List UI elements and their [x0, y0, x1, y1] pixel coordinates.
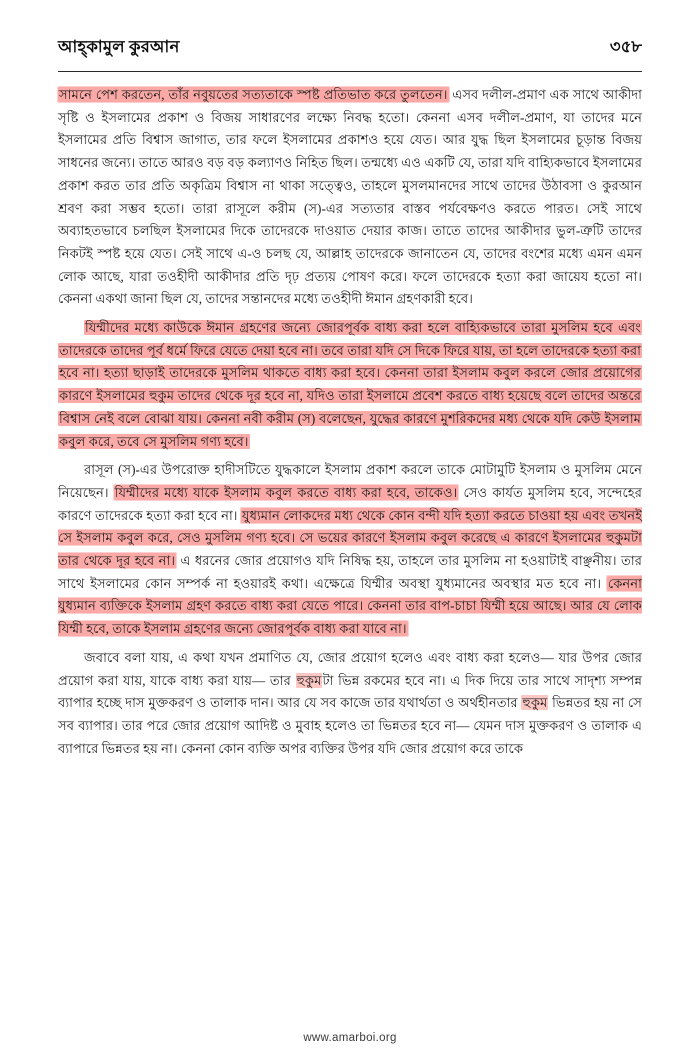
text-segment: সেও কার্যত মুসলিম হবে, সন্দেহের কারণে তাদেরকে হত্যা করা হবে না।	[58, 484, 642, 523]
highlight-segment: যুধ্যমান লোকদের মধ্য থেকে কোন বন্দী যদি হত্যা করতে চাওয়া হয় এবং তখনই সে ইসলাম কবুল করে, সেও মুসলিম গণ্য হবে। সে ভয়ের কারণে ইসলাম কবুল করেছে এ কারণে ইসলামের হুকুমটা তার থেকে দূর হবে না।	[58, 507, 642, 569]
body-text-column	[58, 84, 642, 760]
text-segment: টা ভিন্ন রকমের হবে না। এ দিক দিয়ে তার সাথে সাদৃশ্য সম্পন্ন ব্যাপার হচ্ছে দাস মুক্তকরণ ও তালাক দান। আর যে সব কাজে তার যথার্থতা ও অর্থহীনতার	[58, 672, 642, 711]
paragraph-4	[58, 647, 642, 761]
highlight-segment: হুকুম	[522, 695, 548, 711]
text-segment: জবাবে বলা যায়, এ কথা যখন প্রমাণিত যে, জোর প্রয়োগ হলেও এবং বাধ্য করা হলেও— যার উপর জোর প্রয়োগ করা যায়, যাকে বাধ্য করা যায়— তার	[58, 649, 642, 688]
highlight-segment: হুকুম	[296, 672, 322, 688]
paragraph-2	[58, 317, 642, 453]
highlight-segment: কেননা যুধ্যমান ব্যক্তিকে ইসলাম গ্রহণ করতে বাধ্য করা যেতে পারে। কেননা তার বাপ-চাচা যিম্মী হয়ে আছে। আর যে লোক যিম্মী হবে, তাকে ইসলাম গ্রহণের জন্যে জোরপূর্বক বাধ্য করা যাবে না।	[58, 575, 642, 637]
header-divider	[58, 71, 642, 72]
paragraph-1	[58, 84, 642, 311]
text-segment: এ ধরনের জোর প্রয়োগও যদি নিষিদ্ধ হয়, তাহলে তার মুসলিম না হওয়াটাই বাঞ্ছনীয়। তার সাথে ইসলামের কোন সম্পর্ক না হওয়ারই কথা। এক্ষেত্রে যিম্মীর অবস্থা যুধ্যমানের অবস্থার মত হবে না।	[58, 553, 642, 591]
highlight-segment: যিম্মীদের মধ্যে কাউকে ঈমান গ্রহণের জন্যে জোরপূর্বক বাধ্য করা হলে বাহ্যিকভাবে তারা মুসলিম হবে এবং তাদেরকে তাদের পূর্ব ধর্মে ফিরে যেতে দেয়া হবে না। তবে তারা যদি সে দিকে ফিরে যায়, তা হলে তাদেরকে হত্যা করা হবে না। হত্যা ছাড়াই তাদেরকে মুসলিম থাকতে বাধ্য করা হবে। কেননা তারা ইসলাম কবুল করলে জোর প্রয়োগের কারণে ইসলামের হুকুম তাদের থেকে দূর হবে না, যদিও তারা ইসলামে প্রবেশ করতে বাধ্য হয়েছে বলে তাদের অন্তরে বিশ্বাস নেই বলে বোঝা যায়। কেননা নবী করীম (স) বলেছেন, যুদ্ধের কারণে মুশরিকদের মধ্য থেকে যদি কেউ ইসলাম কবুল করে, তবে সে মুসলিম গণ্য হবে।	[59, 320, 641, 449]
book-title: আহ্কামুল কুরআন	[58, 37, 180, 56]
text-segment: রাসূল (স)-এর উপরোক্ত হাদীসটিতে যুদ্ধকালে ইসলাম প্রকাশ করলে তাকে মোটামুটি ইসলাম ও মুসলিম মেনে নিয়েছেন।	[58, 462, 642, 500]
page-number: ৩৫৮	[609, 37, 642, 56]
text-segment: এসব দলীল-প্রমাণ এক সাথে আকীদা সৃষ্টি ও ইসলামের প্রকাশ ও বিজয় সাধারণের লক্ষ্যে নিবদ্ধ হতো। কেননা এসব দলীল-প্রমাণ, যা তাদের মনে ইসলামের প্রতি বিশ্বাস জাগাত, তার ফলে ইসলামের প্রকাশও হয়ে যেত। আর যুদ্ধ ছিল ইসলামের চূড়ান্ত বিজয় সাধনের জন্যে। তাতে আরও বড় বড় কল্যাণও নিহিত ছিল। তন্মধ্যে এও একটি যে, তারা যদি বাহ্যিকভাবে ইসলামের প্রকাশ করত তার প্রতি অকৃত্রিম বিশ্বাস না থাকা সত্ত্বেও, তাহলে মুসলমানদের সাথে তাদের উঠাবসা ও কুরআন শ্রবণ করা সম্ভব হতো। তারা রাসূলে করীম (স)-এর সত্যতার বাস্তব পর্যবেক্ষণও করতে পারত। সেই সাথে অব্যাহতভাবে চলছিল ইসলামের দিকে তাদেরকে দাওয়াত দেয়ার কাজ। তাতে তাদের আকীদার ভুল-ত্রুটি তাদের নিকটই স্পষ্ট হয়ে যেত। সেই সাথে এ-ও চলছ যে, আল্লাহ তাদেরকে জানাতেন যে, তাদের বংশের মধ্যে এমন এমন লোক আছে, যারা তওহীদী আকীদার প্রতি দৃঢ় প্রত্যয় পোষণ করে। ফলে তাদেরকে হত্যা করা জায়েয হতো না। কেননা একথা জানা ছিল যে, তাদের সন্তানদের মধ্যে তওহীদী ঈমান গ্রহণকারী হবে।	[58, 87, 642, 307]
highlight-segment: যিম্মীদের মধ্যে যাকে ইসলাম কবুল করতে বাধ্য করা হবে, তাকেও।	[114, 484, 458, 500]
text-segment: ভিন্নতর হয় না সে সব ব্যাপার। তার পরে জোর প্রয়োগ আদিষ্ট ও মুবাহ হলেও তা ভিন্নতর হবে না— যেমন দাস মুক্তকরণ ও তালাক এ ব্যাপারে ভিন্নতর হয় না। কেননা কোন ব্যক্তি অপর ব্যক্তির উপর যদি জোর প্রয়োগ করে তাকে	[58, 695, 642, 756]
paragraph-3	[58, 459, 642, 641]
page-header	[58, 34, 642, 61]
footer-watermark: www.amarboi.org	[303, 1032, 397, 1044]
highlight-segment: সামনে পেশ করতেন, তাঁর নবুয়তের সত্যতাকে স্পষ্ট প্রতিভাত করে তুলতেন।	[59, 87, 448, 102]
